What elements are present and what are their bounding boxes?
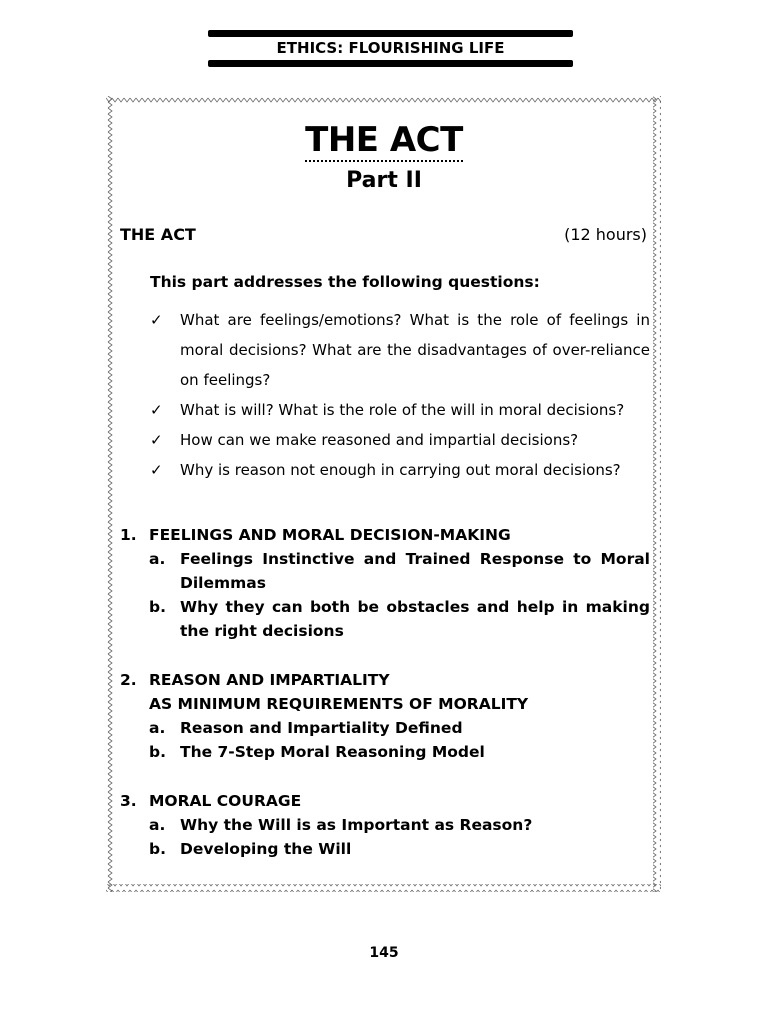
section-number: 2. xyxy=(120,671,137,689)
subsection-letter: b. xyxy=(149,743,166,761)
section-title: AS MINIMUM REQUIREMENTS OF MORALITY xyxy=(149,695,529,713)
decorative-border-frame xyxy=(106,96,661,892)
subsection-item xyxy=(120,547,650,595)
section-heading-continued xyxy=(120,692,650,716)
act-label: THE ACT xyxy=(120,225,196,244)
question-item xyxy=(150,425,650,455)
page-subtitle: Part II xyxy=(346,168,422,193)
subsection-text: Reason and Impartiality Defined xyxy=(180,719,463,737)
section-heading xyxy=(120,789,650,813)
subsection-item xyxy=(120,740,650,764)
question-item xyxy=(150,305,650,395)
subsection-item xyxy=(120,595,650,643)
section-number: 3. xyxy=(120,792,137,810)
subsection-text: Why they can both be obstacles and help in making the right decisions xyxy=(180,598,650,640)
subsection-letter: b. xyxy=(149,840,166,858)
running-header xyxy=(208,30,573,67)
page-number: 145 xyxy=(369,945,399,961)
question-item xyxy=(150,455,650,485)
section-heading xyxy=(120,668,650,692)
subsection-letter: a. xyxy=(149,719,166,737)
subsection-item xyxy=(120,837,650,861)
running-header-title: ETHICS: FLOURISHING LIFE xyxy=(276,39,505,57)
page-title-text: THE ACT xyxy=(305,120,463,160)
subsection-letter: b. xyxy=(149,598,166,616)
border-pattern xyxy=(106,96,661,892)
checkmark-icon: ✓ xyxy=(150,431,163,449)
checkmark-icon: ✓ xyxy=(150,311,163,329)
header-top-rule xyxy=(208,30,573,37)
question-text: Why is reason not enough in carrying out moral decisions? xyxy=(180,461,621,479)
question-text: What is will? What is the role of the will in moral decisions? xyxy=(180,401,625,419)
subsection-text: Feelings Instinctive and Trained Response to Moral Dilemmas xyxy=(180,550,650,592)
question-item xyxy=(150,395,650,425)
section-title: REASON AND IMPARTIALITY xyxy=(149,671,390,689)
section-reason xyxy=(120,668,650,764)
section-title: MORAL COURAGE xyxy=(149,792,302,810)
act-row xyxy=(120,225,647,244)
section-moral-courage xyxy=(120,789,650,861)
section-title: FEELINGS AND MORAL DECISION-MAKING xyxy=(149,526,511,544)
subsection-text: Why the Will is as Important as Reason? xyxy=(180,816,533,834)
page-title xyxy=(120,120,648,160)
section-number: 1. xyxy=(120,526,137,544)
question-text: How can we make reasoned and impartial decisions? xyxy=(180,431,579,449)
subsection-letter: a. xyxy=(149,550,166,568)
subsection-text: The 7-Step Moral Reasoning Model xyxy=(180,743,485,761)
questions-heading: This part addresses the following questions: xyxy=(150,273,540,291)
subsection-item xyxy=(120,813,650,837)
subsection-item xyxy=(120,716,650,740)
subsection-text: Developing the Will xyxy=(180,840,352,858)
checkmark-icon: ✓ xyxy=(150,401,163,419)
questions-list xyxy=(150,305,650,485)
question-text: What are feelings/emotions? What is the role of feelings in moral decisions? What are the disadvantages of over-reliance on feelings? xyxy=(180,311,650,389)
subsection-letter: a. xyxy=(149,816,166,834)
header-bottom-rule xyxy=(208,60,573,67)
act-hours: (12 hours) xyxy=(564,225,647,244)
section-heading xyxy=(120,523,650,547)
section-feelings xyxy=(120,523,650,643)
checkmark-icon: ✓ xyxy=(150,461,163,479)
